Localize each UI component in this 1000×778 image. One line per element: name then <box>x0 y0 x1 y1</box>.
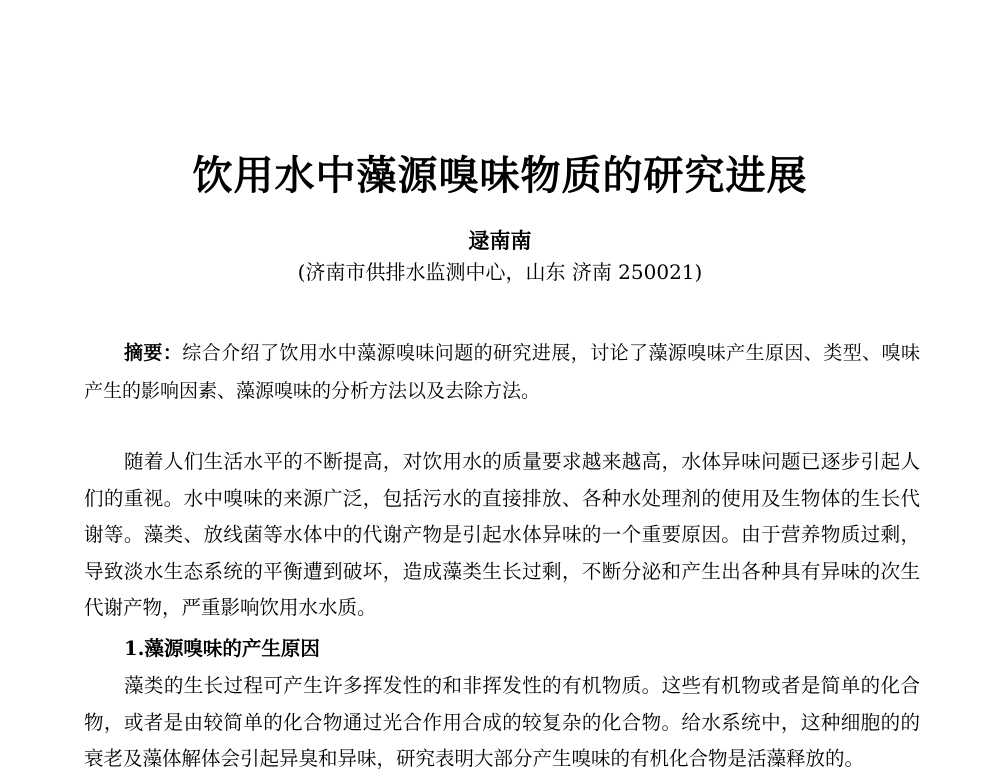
author-name: 逯南南 <box>468 228 532 253</box>
section-1-heading: 1.藻源嗅味的产生原因 <box>124 637 320 660</box>
intro-paragraph: 随着人们生活水平的不断提高，对饮用水的质量要求越来越高，水体异味问题已逐步引起人们的重视。水中嗅味的来源广泛，包括污水的直接排放、各种水处理剂的使用及生物体的生长代谢等。藻类、放线菌等水体中的代谢产物是引起水体异味的一个重要原因。由于营养物质过剩，导致淡水生态系统的平衡遭到破坏，造成藻类生长过剩，不断分泌和产生出各种具有异味的次生代谢产物，严重影响饮用水水质。 <box>84 450 920 619</box>
paper-title: 饮用水中藻源嗅味物质的研究进展 <box>192 152 808 199</box>
section-1-paragraph: 藻类的生长过程可产生许多挥发性的和非挥发性的有机物质。这些有机物或者是简单的化合物，或者是由较简单的化合物通过光合作用合成的较复杂的化合物。给水系统中，这种细胞的的衰老及藻体解体会引起异臭和异味，研究表明大部分产生嗅味的有机化合物是活藻释放的。 <box>84 674 920 770</box>
author-affiliation: (济南市供排水监测中心，山东 济南 250021) <box>297 260 703 284</box>
abstract-text: 综合介绍了饮用水中藻源嗅味问题的研究进展，讨论了藻源嗅味产生原因、类型、嗅味产生的影响因素、藻源嗅味的分析方法以及去除方法。 <box>84 342 920 402</box>
abstract <box>84 334 920 410</box>
abstract-label: 摘要： <box>124 342 183 364</box>
